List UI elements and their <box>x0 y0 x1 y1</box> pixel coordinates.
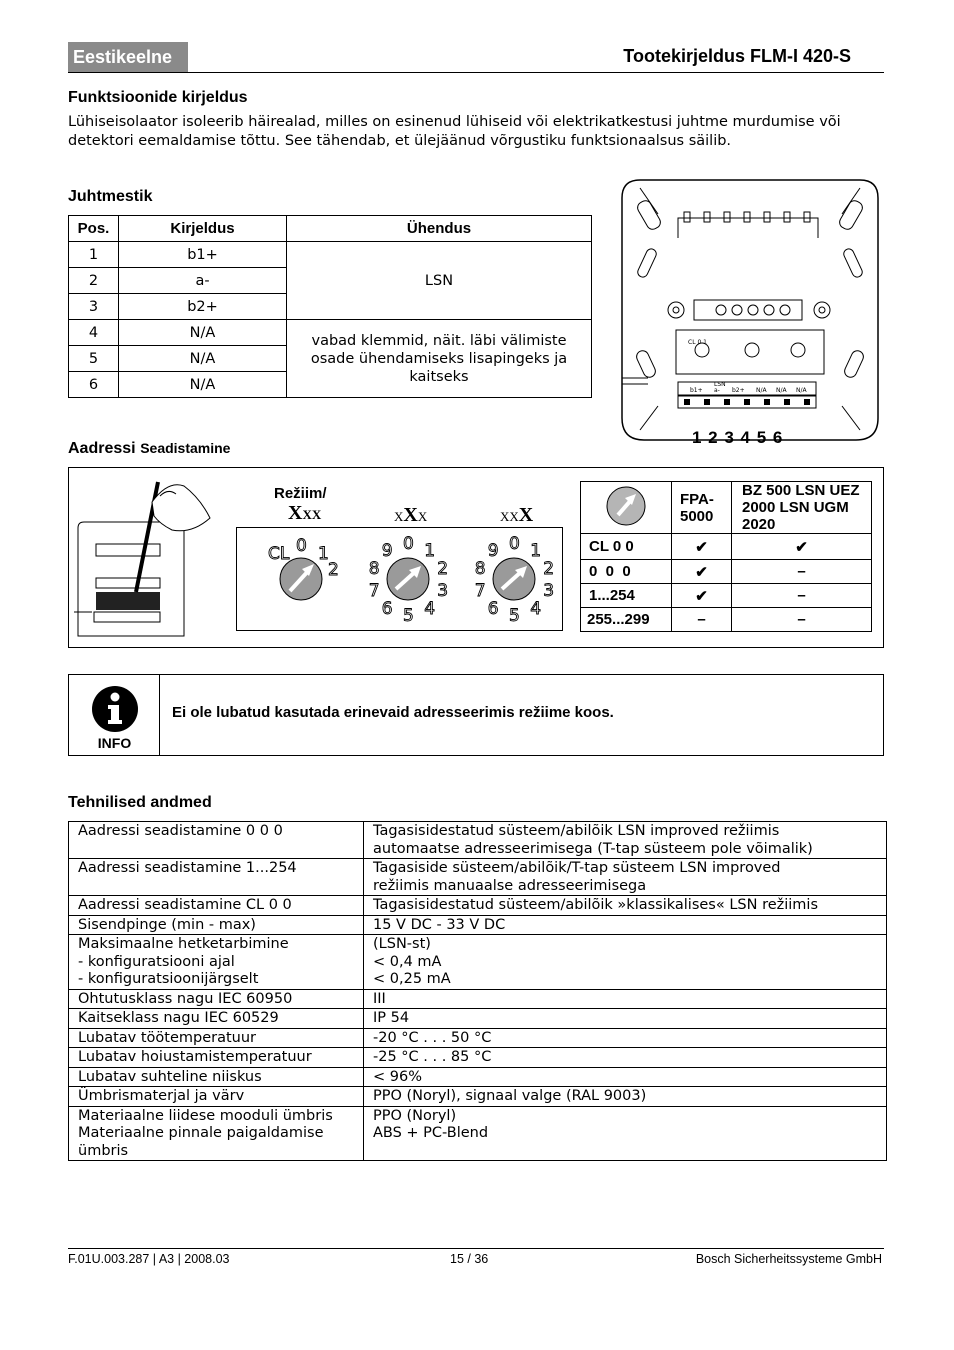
dial-number: 9 <box>381 540 393 561</box>
document-title: Tootekirjeldus FLM-I 420-S <box>623 46 851 66</box>
dial2 <box>369 534 448 626</box>
tech-table <box>68 821 887 1161</box>
dial-number: 1 <box>530 540 542 561</box>
table-row <box>69 242 592 268</box>
conn-lsn-cell: LSN <box>287 242 592 320</box>
dial-number: 9 <box>487 540 499 561</box>
dial-label-big: X <box>518 504 534 526</box>
compat-label: 0 0 0 <box>581 560 672 584</box>
compat-bz: – <box>732 560 872 584</box>
tech-value-cell: IP 54 <box>364 1009 887 1029</box>
pos-cell: 3 <box>69 294 119 320</box>
address-heading-main: Aadressi <box>68 440 136 457</box>
tech-value-cell: Tagasiside süsteem/abilõik/T-tap süsteem LSN improved režiimis manuaalse adresseerimisega <box>364 859 887 896</box>
dial-number: 5 <box>403 606 414 626</box>
pos-cell: 5 <box>69 346 119 372</box>
table-row <box>69 1106 887 1161</box>
compat-table <box>580 481 872 632</box>
terminal-label: N/A <box>756 387 767 394</box>
pos-cell: 1 <box>69 242 119 268</box>
tech-value-cell: 15 V DC - 33 V DC <box>364 915 887 935</box>
language-tag: Eestikeelne <box>68 42 188 72</box>
dial3 <box>475 534 554 626</box>
col-desc: Kirjeldus <box>119 216 287 242</box>
dial-number: 4 <box>530 599 542 620</box>
compat-bz: – <box>732 584 872 608</box>
function-heading: Funktsioonide kirjeldus <box>68 89 248 106</box>
terminal-label: b2+ <box>732 387 745 394</box>
dial-symbol-cell <box>581 482 672 534</box>
svg-text:CL 0 1: CL 0 1 <box>688 339 707 346</box>
table-row <box>69 1028 887 1048</box>
mode-label: Režiim/ <box>274 485 327 502</box>
table-row <box>69 1087 887 1107</box>
table-row <box>581 608 872 632</box>
dial1-label <box>288 502 321 525</box>
dial-number: 0 <box>403 534 414 554</box>
dial-label-small: XX <box>302 507 322 522</box>
dial-label-small: XX <box>500 509 519 524</box>
footer-company: Bosch Sicherheitssysteme GmbH <box>695 1252 882 1266</box>
tech-value-cell: -20 °C . . . 50 °C <box>364 1028 887 1048</box>
tech-label-cell: Lubatav suhteline niiskus <box>69 1067 364 1087</box>
tech-value-cell: III <box>364 989 887 1009</box>
table-row <box>69 915 887 935</box>
info-icon-label: INFO <box>97 735 132 751</box>
table-row <box>69 859 887 896</box>
col-pos: Pos. <box>69 216 119 242</box>
table-row <box>69 1009 887 1029</box>
address-heading-sub: Seadistamine <box>140 440 231 456</box>
tech-value-cell: -25 °C . . . 85 °C <box>364 1048 887 1068</box>
dial-number: 8 <box>474 558 486 579</box>
dial1-number: 0 <box>296 536 307 556</box>
desc-cell: b2+ <box>119 294 287 320</box>
compat-fpa: ✔ <box>672 534 732 560</box>
tech-label-cell: Lubatav töötemperatuur <box>69 1028 364 1048</box>
wiring-table <box>68 215 592 398</box>
compat-fpa: ✔ <box>672 560 732 584</box>
dial-symbol-icon <box>604 484 648 528</box>
tech-label-cell: Sisendpinge (min - max) <box>69 915 364 935</box>
terminal-label: N/A <box>776 387 787 394</box>
compat-fpa: ✔ <box>672 584 732 608</box>
device-drawing <box>618 178 882 446</box>
dial-number: 7 <box>474 581 486 602</box>
dial-number: 6 <box>381 599 393 620</box>
dial-number: 8 <box>368 558 380 579</box>
tech-heading: Tehnilised andmed <box>68 794 212 811</box>
device-lsn-label: LSN <box>714 381 726 388</box>
tech-label-cell: Ümbrismaterjal ja värv <box>69 1087 364 1107</box>
table-row <box>69 989 887 1009</box>
table-row <box>69 822 887 859</box>
dial1-number: 2 <box>328 560 339 580</box>
dial-number: 1 <box>424 540 436 561</box>
table-row <box>69 896 887 916</box>
dial-number: 3 <box>437 581 449 602</box>
dial-label-small: X <box>417 509 428 524</box>
dial-number: 6 <box>487 599 499 620</box>
pos-cell: 4 <box>69 320 119 346</box>
tech-label-cell: Lubatav hoiustamistemperatuur <box>69 1048 364 1068</box>
dial-number: 3 <box>543 581 555 602</box>
tech-label-cell: Ohtutusklass nagu IEC 60950 <box>69 989 364 1009</box>
terminal-numbers: 1 2 3 4 5 6 <box>692 428 783 447</box>
desc-cell: N/A <box>119 346 287 372</box>
terminal-label: a- <box>714 387 720 394</box>
info-icon <box>91 685 139 733</box>
desc-cell: N/A <box>119 320 287 346</box>
conn-free-cell: vabad klemmid, näit. läbi välimiste osade ühendamiseks lisapingeks ja kaitseks <box>287 320 592 398</box>
compat-label: 1...254 <box>581 584 672 608</box>
terminal-label: b1+ <box>690 387 703 394</box>
compat-header-row <box>581 482 872 534</box>
desc-cell: a- <box>119 268 287 294</box>
table-row <box>581 584 872 608</box>
pos-cell: 2 <box>69 268 119 294</box>
function-text: Lühiseisolaator isoleerib häirealad, milles on esinenud lühiseid või elektrikatkestusi juhtme murdumise või detektori eemaldamise tõttu. See tähendab, et ülejäänud võrgustiku funktsionaalsus säilib. <box>68 114 841 149</box>
bz-header: BZ 500 LSN UEZ 2000 LSN UGM 2020 <box>732 482 872 534</box>
address-heading <box>68 440 230 458</box>
compat-label: CL 0 0 <box>581 534 672 560</box>
terminal-label: N/A <box>796 387 807 394</box>
compat-fpa: – <box>672 608 732 632</box>
dial-number: 7 <box>368 581 380 602</box>
dial-number: 2 <box>437 558 449 579</box>
footer-page: 15 / 36 <box>450 1252 489 1266</box>
dial-label-big: X <box>288 502 303 524</box>
dial3-label <box>500 504 533 527</box>
tech-label-cell: Aadressi seadistamine CL 0 0 <box>69 896 364 916</box>
tech-value-cell: PPO (Noryl), signaal valge (RAL 9003) <box>364 1087 887 1107</box>
tech-value-cell: PPO (Noryl) ABS + PC-Blend <box>364 1106 887 1161</box>
dial2-label <box>394 504 427 527</box>
table-row <box>69 1067 887 1087</box>
info-icon-cell <box>69 675 160 755</box>
tech-label-cell: Aadressi seadistamine 1...254 <box>69 859 364 896</box>
tech-value-cell: (LSN-st) < 0,4 mA < 0,25 mA <box>364 935 887 990</box>
tech-label-cell: Materiaalne liidese mooduli ümbris Materiaalne pinnale paigaldamise ümbris <box>69 1106 364 1161</box>
col-conn: Ühendus <box>287 216 592 242</box>
info-text: Ei ole lubatud kasutada erinevaid adresseerimis režiime koos. <box>172 704 614 721</box>
wiring-heading: Juhtmestik <box>68 188 153 205</box>
screwdriver-illustration <box>72 472 214 642</box>
info-box <box>68 674 884 756</box>
header-rule <box>68 72 884 73</box>
dial-number: 0 <box>509 534 520 554</box>
tech-value-cell: < 96% <box>364 1067 887 1087</box>
compat-label: 255...299 <box>581 608 672 632</box>
tech-value-cell: Tagasisidestatud süsteem/abilõik »klassikalises« LSN režiimis <box>364 896 887 916</box>
desc-cell: N/A <box>119 372 287 398</box>
table-row <box>69 320 592 346</box>
tech-label-cell: Aadressi seadistamine 0 0 0 <box>69 822 364 859</box>
table-row <box>581 560 872 584</box>
dial-label-big: X <box>403 504 418 526</box>
compat-bz: – <box>732 608 872 632</box>
table-row <box>581 534 872 560</box>
compat-bz: ✔ <box>732 534 872 560</box>
footer-doc-id: F.01U.003.287 | A3 | 2008.03 <box>68 1252 230 1266</box>
table-row <box>69 1048 887 1068</box>
desc-cell: b1+ <box>119 242 287 268</box>
tech-label-cell: Maksimaalne hetketarbimine - konfiguratsiooni ajal - konfiguratsioonijärgselt <box>69 935 364 990</box>
dial-label-small: X <box>394 509 404 524</box>
pos-cell: 6 <box>69 372 119 398</box>
tech-value-cell: Tagasisidestatud süsteem/abilõik LSN improved režiimis automaatse adresseerimisega (T-tap süsteem pole võimalik) <box>364 822 887 859</box>
dial1-number: CL <box>268 544 290 564</box>
dial-number: 2 <box>543 558 555 579</box>
tech-label-cell: Kaitseklass nagu IEC 60529 <box>69 1009 364 1029</box>
dial-number: 4 <box>424 599 436 620</box>
dials-panel <box>236 527 564 632</box>
dial1-number: 1 <box>318 544 329 564</box>
dial-number: 5 <box>509 606 520 626</box>
fpa-header: FPA-5000 <box>672 482 732 534</box>
table-row <box>69 935 887 990</box>
wiring-header-row <box>69 216 592 242</box>
footer-rule <box>68 1248 884 1249</box>
